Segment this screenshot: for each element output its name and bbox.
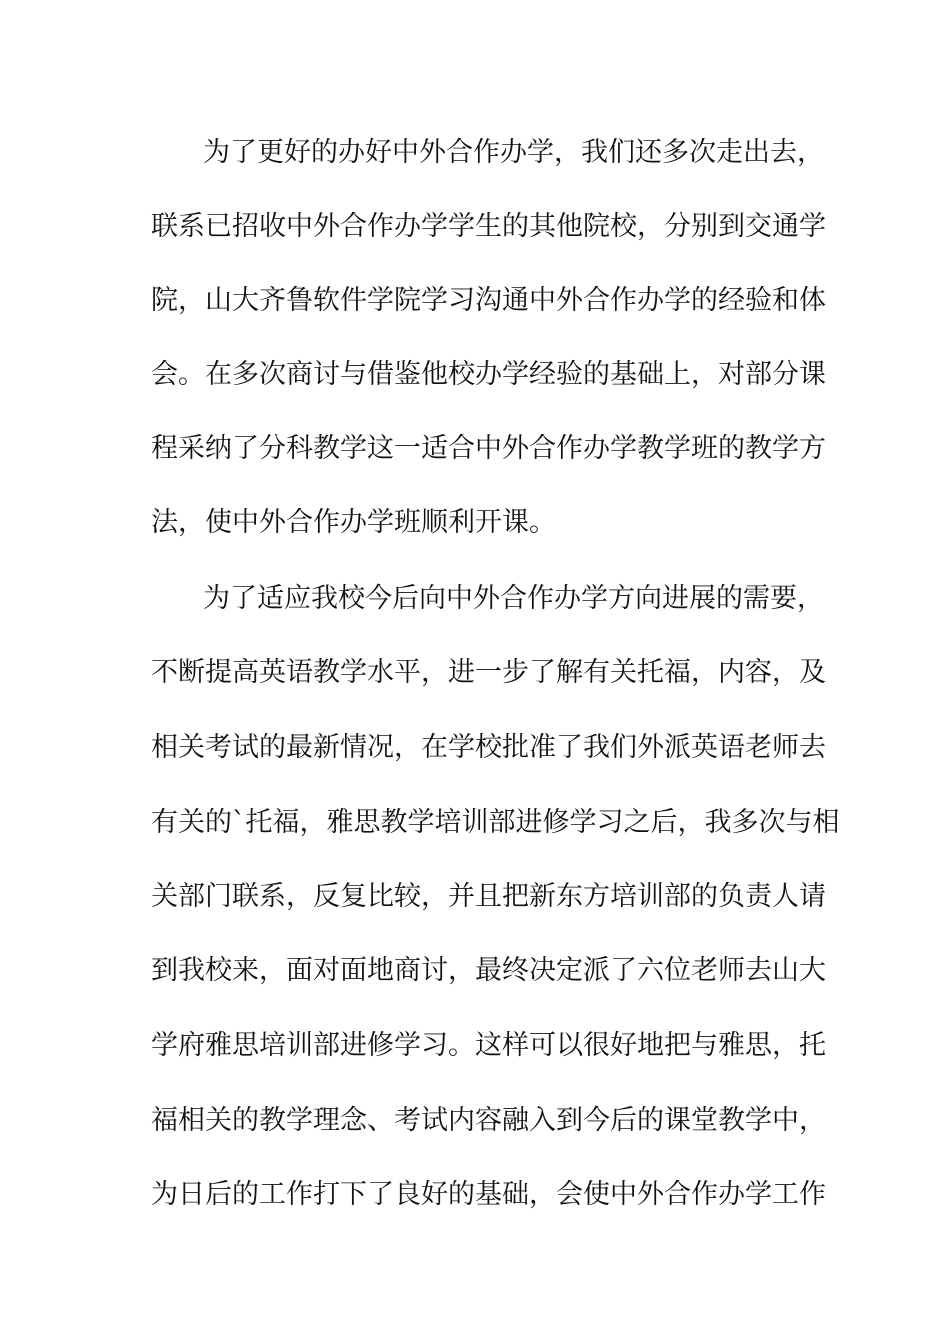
text-line: 法，使中外合作办学班顺利开课。 (151, 507, 556, 538)
text-line: 福相关的教学理念、考试内容融入到今后的课堂教学中， (151, 1105, 826, 1136)
text-line: 院，山大齐鲁软件学院学习沟通中外合作办学的经验和体 (151, 285, 826, 316)
text-line: 为日后的工作打下了良好的基础，会使中外合作办学工作 (151, 1179, 826, 1210)
text-line: 会。在多次商讨与借鉴他校办学经验的基础上，对部分课 (151, 359, 826, 390)
text-line: 不断提高英语教学水平，进一步了解有关托福，内容，及 (151, 657, 826, 688)
text-line: 有关的`托福，雅思教学培训部进修学习之后，我多次与相 (151, 807, 840, 838)
text-line: 学府雅思培训部进修学习。这样可以很好地把与雅思，托 (151, 1030, 826, 1061)
text-line: 关部门联系，反复比较，并且把新东方培训部的负责人请 (151, 881, 826, 912)
text-line: 为了更好的办好中外合作办学，我们还多次走出去， (203, 137, 824, 168)
text-line: 相关考试的最新情况，在学校批准了我们外派英语老师去 (151, 732, 826, 763)
text-line: 为了适应我校今后向中外合作办学方向进展的需要， (203, 583, 824, 614)
text-line: 联系已招收中外合作办学学生的其他院校，分别到交通学 (151, 211, 826, 242)
text-line: 程采纳了分科教学这一适合中外合作办学教学班的教学方 (151, 433, 826, 464)
text-line: 到我校来，面对面地商讨，最终决定派了六位老师去山大 (151, 955, 826, 986)
